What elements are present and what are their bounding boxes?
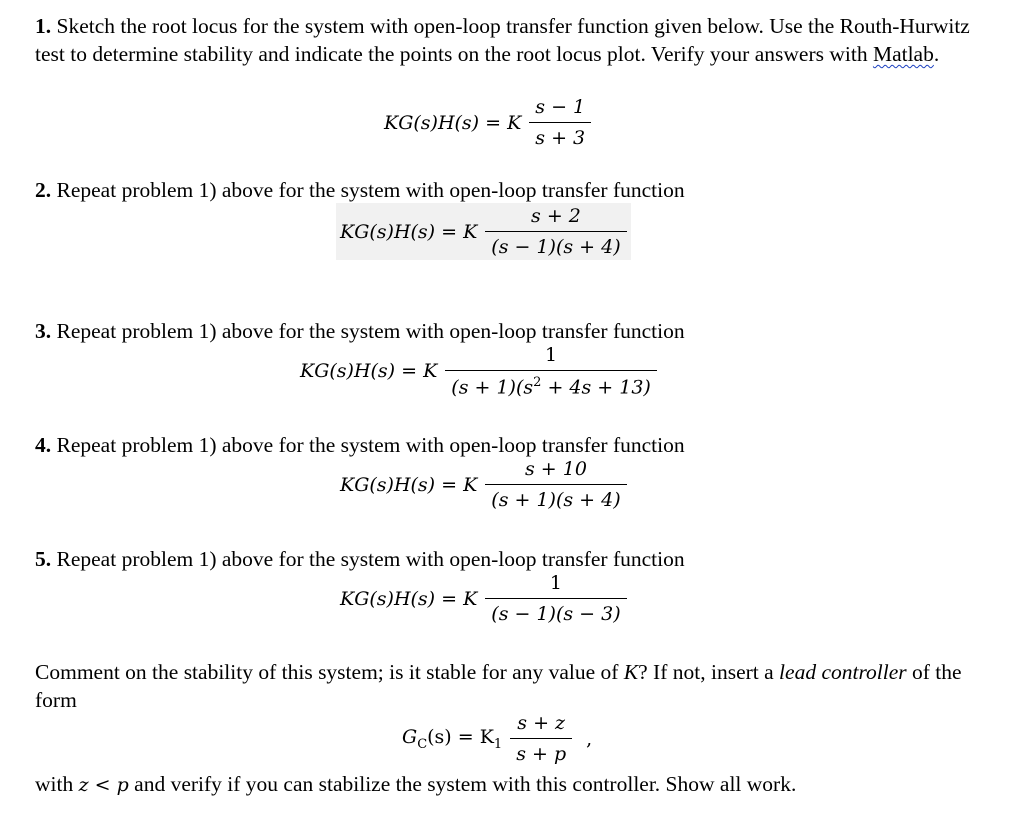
equation-fraction	[485, 458, 626, 511]
gain-k: K	[623, 660, 639, 684]
problem-5-number: 5.	[35, 547, 52, 571]
controller-fraction	[510, 712, 572, 765]
closing-text	[35, 770, 990, 799]
problem-2-body: Repeat problem 1) above for the system with open-loop transfer function	[51, 178, 685, 202]
controller-equation	[402, 712, 592, 765]
problem-4-equation	[340, 458, 627, 511]
equation-denominator	[445, 370, 657, 398]
equation-lhs: KG(s)H(s) = K	[384, 111, 522, 134]
problem-1-body: Sketch the root locus for the system with open-loop transfer function given below. Use the Routh-Hurwitz test to determine stability and indicate the points on the root locus plot. Verify your answers with	[35, 14, 970, 66]
problem-2-number: 2.	[35, 178, 52, 202]
comment-text	[35, 658, 990, 714]
problem-2-equation	[336, 203, 631, 260]
controller-lhs	[402, 726, 510, 752]
equation-denominator: (s + 1)(s + 4)	[485, 484, 626, 511]
controller-comma: ,	[586, 727, 593, 750]
closing-condition: z < p	[78, 774, 129, 796]
closing-part-a: with	[35, 772, 79, 796]
equation-denominator: (s − 1)(s − 3)	[485, 598, 626, 625]
problem-2-text	[35, 176, 990, 204]
problem-5-body: Repeat problem 1) above for the system with open-loop transfer function	[51, 547, 685, 571]
equation-fraction	[445, 344, 657, 398]
controller-k-subscript: 1	[493, 736, 503, 752]
denominator-exponent: 2	[533, 375, 542, 390]
problem-4-body: Repeat problem 1) above for the system with open-loop transfer function	[51, 433, 685, 457]
equation-fraction	[529, 96, 591, 149]
closing-part-b: and verify if you can stabilize the system with this controller. Show all work.	[128, 772, 797, 796]
problem-1-period: .	[933, 42, 940, 66]
equation-denominator: (s − 1)(s + 4)	[485, 231, 626, 258]
equation-numerator: 1	[549, 572, 562, 594]
equation-fraction	[485, 572, 626, 625]
equation-lhs: KG(s)H(s) = K	[340, 473, 478, 496]
denominator-part-a: (s + 1)(s	[451, 376, 534, 399]
controller-lhs-rest: (s) = K	[427, 725, 494, 748]
equation-lhs: KG(s)H(s) = K	[300, 360, 438, 383]
problem-3-text	[35, 317, 990, 345]
lead-controller-term: lead controller	[779, 660, 907, 684]
comment-part-a: Comment on the stability of this system; is it stable for any value of	[35, 660, 624, 684]
denominator-part-b: + 4s + 13)	[541, 376, 651, 399]
comment-part-b: ? If not, insert a	[638, 660, 780, 684]
equation-numerator: s + 2	[531, 205, 581, 227]
controller-denominator: s + p	[510, 738, 572, 765]
problem-1-text	[35, 12, 990, 68]
problem-1-number: 1.	[35, 14, 52, 38]
problem-4-text	[35, 431, 990, 459]
controller-numerator: s + z	[517, 712, 566, 734]
controller-g: G	[402, 725, 418, 748]
equation-denominator: s + 3	[529, 122, 591, 149]
controller-g-subscript: C	[417, 736, 428, 752]
problem-4-number: 4.	[35, 433, 52, 457]
problem-3-equation	[300, 344, 657, 398]
comment-part-c: of the form	[35, 660, 962, 712]
equation-numerator: s − 1	[535, 96, 586, 118]
matlab-word: Matlab	[872, 42, 934, 66]
problem-5-text	[35, 545, 990, 573]
equation-lhs: KG(s)H(s) = K	[340, 220, 478, 243]
problem-3-number: 3.	[35, 319, 52, 343]
problem-5-equation	[340, 572, 627, 625]
problem-1-equation	[384, 96, 591, 149]
problem-3-body: Repeat problem 1) above for the system with open-loop transfer function	[51, 319, 685, 343]
equation-numerator: s + 10	[524, 458, 587, 480]
equation-lhs: KG(s)H(s) = K	[340, 587, 478, 610]
equation-fraction	[485, 205, 626, 258]
equation-numerator: 1	[545, 344, 558, 366]
